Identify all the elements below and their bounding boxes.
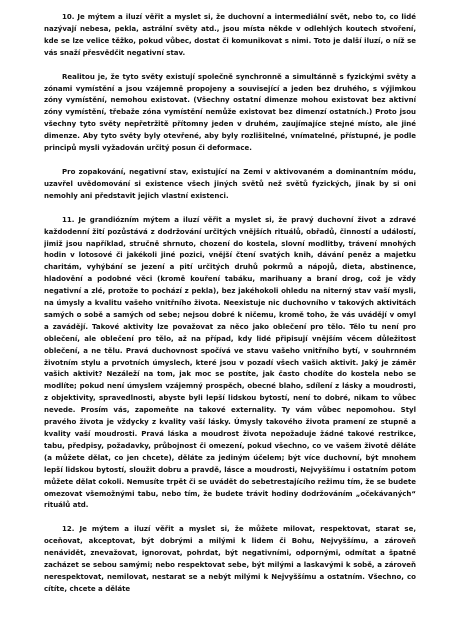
paragraph-gap <box>44 155 416 167</box>
paragraph-10-reality: Realitou je, že tyto světy existují společně synchronně a simultánně s fyzickými světy a zónami vymístění a jsou vzájemně propojeny a související a jeden bez druhého, s výjimkou zóny vymístění, nemohou existovat. (Všechny ostatní dimenze mohou existovat bez aktivní zóny vymístění, třebaže zóna vymístění nemůže existovat bez dimenzí ostatních.) Proto jsou všechny tyto světy nepřetržitě přítomny jeden v druhém, zaujímajíce stejné místo, ale jiné dimenze. Aby tyto světy byly otevřené, aby byly rozlišitelné, vnímatelné, přístupné, je podle principů mysli vyžadován určitý posun či deformace. <box>44 72 416 153</box>
paragraph-gap <box>44 203 416 215</box>
paragraph-gap <box>44 512 416 524</box>
paragraph-gap <box>44 60 416 72</box>
paragraph-10-summary: Pro zopakování, negativní stav, existující na Zemi v aktivovaném a dominantním módu, uzavřel uvědomování si existence všech jiných světů než světů fyzických, jinak by si oni nemohly ani představit jejich vlastní existenci. <box>44 167 416 200</box>
paragraph-10: 10. Je mýtem a iluzí věřit a myslet si, že duchovní a intermediální svět, nebo to, co lidé nazývají nebesa, pekla, astrální světy atd., jsou místa někde v odlehlých koutech stvoření, kde se lze velice těžko, pokud vůbec, dostat či komunikovat s nimi. Toto je další iluzí, o níž se vás snaží přesvědčit negativní stav. <box>44 13 416 57</box>
paragraph-11: 11. Je grandiózním mýtem a iluzí věřit a myslet si, že pravý duchovní život a zdravé každodenní žití pozůstává z dodržování určitých vnějších rituálů, obřadů, činností a událostí, jimiž jsou například, stručně shrnuto, chození do kostela, slovní modlitby, trávení mnohých hodin v lotosové či jakékoli jiné pozici, vnější čtení svatých knih, dávání peněz a majetku charitám, vyhýbání se jezení a pití určitých druhů pokrmů a nápojů, dieta, abstinence, hladovění a podobné věci (kromě kouření tabáku, marihuany a braní drog, což je vždy negativní a zlé, protože to pochází z pekla), bez jakéhokoli ohledu na niterný stav vaší mysli, na úmysly a kvalitu vašeho vnitřního života. Neexistuje nic duchovního v takových aktivitách samých o sobě a samých od sebe; nejsou dobré k ničemu, kromě toho, že vás uvádějí v omyl a zavádějí. Takové aktivity lze považovat za něco jako oblečení pro tělo. Tělo tu není pro oblečení, ale oblečení pro tělo, až na případ, kdy lidé připisují vnějším věcem důležitost oblečení, a ne tělu. Pravá duchovnost spočívá ve stavu vašeho vnitřního bytí, v souhrnném životním stylu a prvotních úmyslech, které jsou v pozadí všech vašich aktivit. Jaký je záměr vašich aktivit? Nezáleží na tom, jak moc se postíte, jak často chodíte do kostela nebo se modlíte; pokud není úmyslem vzájemný prospěch, obecné blaho, sdílení z lásky a moudrosti, z objektivity, spravedlnosti, abyste byli lepší lidskou bytostí, není to dobré, nikam to vůbec nevede. Prosím vás, zapomeňte na takové externality. Ty vám vůbec nepomohou. Styl pravého života je vždycky z kvality vaší lásky. Úmysly takového života pramení ze stupně a kvality vaší moudrosti. Pravá láska a moudrost života nepožaduje žádné takové restrikce, tabu, předpisy, požadavky, průbojnost či omezení, pokud všechno, co ve vašem životě děláte (a můžete dělat, co jen chcete), děláte za jediným účelem; být více duchovní, být mnohem lepší lidskou bytostí, sloužit dobru a pravdě, lásce a moudrosti, Nejvyššímu i ostatním potom můžete dělat cokoli. Nemusíte trpět či se uvádět do sebetrestajícího režimu tím, že se budete omezovat všemožnými tabu, nebo tím, že budete trávit hodiny dodržováním „očekávaných“ rituálů atd. <box>44 215 416 510</box>
paragraph-12: 12. Je mýtem a iluzí věřit a myslet si, že můžete milovat, respektovat, starat se, oceňovat, akceptovat, být dobrými a milými k lidem či Bohu, Nejvyššímu, a zároveň nenávidět, znevažovat, ignorovat, pohrdat, být negativními, odpornými, odmítat a špatně zacházet se sebou samými; nebo respektovat sebe, být milými a laskavými k sobě, a zároveň nerespektovat, nemilovat, nestarat se a nebýt milými k Nejvyššímu a ostatním. Všechno, co cítíte, chcete a děláte <box>44 525 416 593</box>
document-page <box>44 12 416 636</box>
